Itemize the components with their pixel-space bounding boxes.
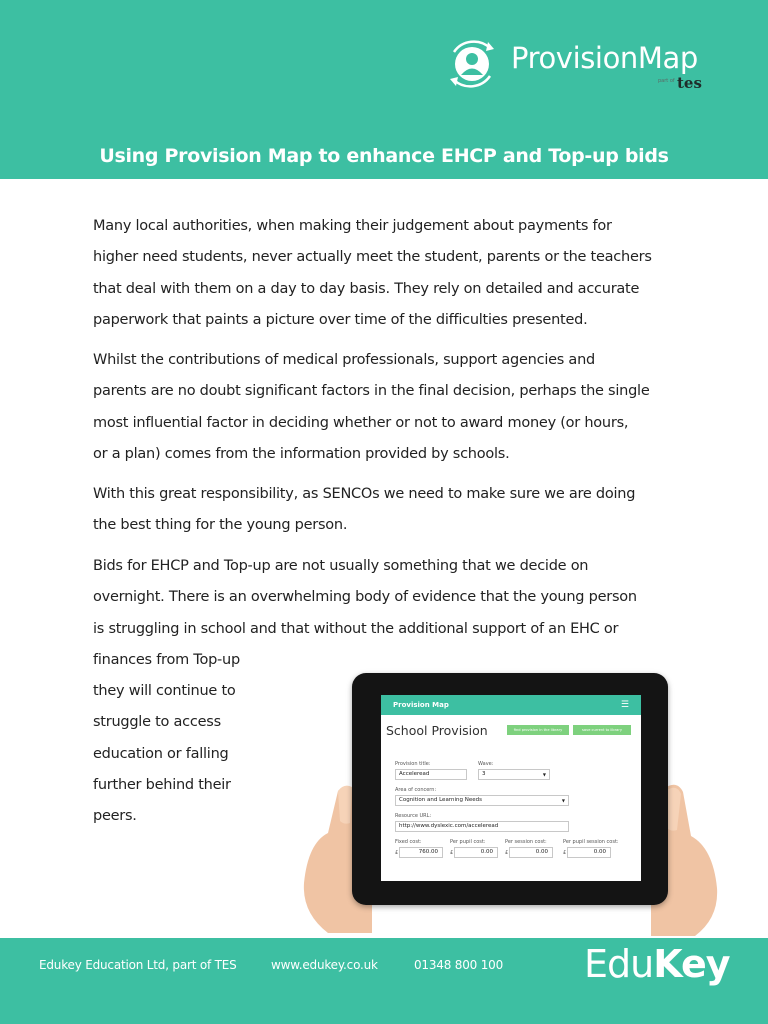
text-line: peers. xyxy=(93,808,137,825)
footer-website-link[interactable]: www.edukey.co.uk xyxy=(271,958,378,972)
header-band xyxy=(0,0,768,179)
area-of-concern-value: Cognition and Learning Needs xyxy=(399,797,482,803)
currency-symbol: £ xyxy=(505,850,509,856)
per-pupil-session-cost-input[interactable]: 0.00 xyxy=(567,847,611,858)
dropdown-caret-icon: ▼ xyxy=(561,798,565,803)
per-pupil-cost-input[interactable]: 0.00 xyxy=(454,847,498,858)
edukey-logo-light: Edu xyxy=(584,942,654,986)
person-cycle-icon xyxy=(442,34,502,94)
text-line: is struggling in school and that without the additional support of an EHC or xyxy=(93,620,619,637)
fixed-cost-input[interactable]: 760.00 xyxy=(399,847,443,858)
tablet-photo xyxy=(296,668,721,938)
tes-logo: tes xyxy=(677,74,702,92)
footer-band xyxy=(0,938,768,1024)
text-line: most influential factor in deciding whether or not to award money (or hours, xyxy=(93,414,629,431)
text-line: finances from Top-up xyxy=(93,651,240,668)
provision-title-input[interactable]: Acceleread xyxy=(395,769,467,780)
save-to-library-button[interactable]: save current to library xyxy=(573,725,631,735)
text-line: they will continue to xyxy=(93,683,236,700)
per-pupil-cost-label: Per pupil cost: xyxy=(450,839,486,845)
paragraph-2 xyxy=(93,345,693,470)
text-line: With this great responsibility, as SENCOs we need to make sure we are doing xyxy=(93,486,636,502)
currency-symbol: £ xyxy=(395,850,399,856)
currency-symbol: £ xyxy=(450,850,454,856)
wave-label: Wave: xyxy=(478,761,494,767)
wave-value: 3 xyxy=(482,771,486,777)
text-line: struggle to access xyxy=(93,714,221,731)
resource-url-input[interactable]: http://www.dyslexic.com/acceleread xyxy=(395,821,569,832)
edukey-logo xyxy=(584,942,730,992)
paragraph-1 xyxy=(93,211,693,336)
page-title: Using Provision Map to enhance EHCP and Top-up bids xyxy=(99,145,669,167)
text-line: overnight. There is an overwhelming body of evidence that the young person xyxy=(93,589,637,606)
per-session-cost-input[interactable]: 0.00 xyxy=(509,847,553,858)
tablet-screen xyxy=(381,695,641,881)
text-line: higher need students, never actually meet the student, parents or the teachers xyxy=(93,249,652,266)
dropdown-caret-icon: ▼ xyxy=(542,772,546,777)
text-line: the best thing for the young person. xyxy=(93,517,348,534)
per-session-cost-label: Per session cost: xyxy=(505,839,547,845)
app-bar xyxy=(381,695,641,715)
text-line: Many local authorities, when making their judgement about payments for xyxy=(93,218,612,234)
currency-symbol: £ xyxy=(563,850,567,856)
logo-wordmark: ProvisionMap xyxy=(511,41,698,75)
menu-icon[interactable]: ☰ xyxy=(620,700,629,710)
tablet-device xyxy=(352,673,668,905)
resource-url-label: Resource URL: xyxy=(395,813,432,819)
paragraph-3 xyxy=(93,479,693,542)
footer-company: Edukey Education Ltd, part of TES xyxy=(39,958,237,972)
provisionmap-logo xyxy=(436,28,726,106)
text-line: further behind their xyxy=(93,777,231,794)
area-of-concern-label: Area of concern: xyxy=(395,787,437,793)
text-line: Whilst the contributions of medical professionals, support agencies and xyxy=(93,352,595,368)
text-line: parents are no doubt significant factors in the final decision, perhaps the single xyxy=(93,383,650,400)
app-title: Provision Map xyxy=(393,701,449,709)
edukey-logo-bold: Key xyxy=(653,942,730,986)
provision-title-label: Provision title: xyxy=(395,761,431,767)
text-line: that deal with them on a day to day basis. They rely on detailed and accurate xyxy=(93,280,640,297)
text-line: or a plan) comes from the information provided by schools. xyxy=(93,445,510,462)
text-line: paperwork that paints a picture over time of the difficulties presented. xyxy=(93,311,588,328)
find-provision-button[interactable]: find provision in the library xyxy=(507,725,569,735)
text-line: Bids for EHCP and Top-up are not usually something that we decide on xyxy=(93,558,589,574)
wave-select[interactable] xyxy=(478,769,550,780)
fixed-cost-label: Fixed cost: xyxy=(395,839,422,845)
text-line: education or falling xyxy=(93,745,229,762)
per-pupil-session-cost-label: Per pupil session cost: xyxy=(563,839,619,845)
logo-part-of: part of xyxy=(658,78,675,84)
area-of-concern-select[interactable] xyxy=(395,795,569,806)
footer-phone: 01348 800 100 xyxy=(414,958,504,972)
app-heading: School Provision xyxy=(386,723,488,738)
